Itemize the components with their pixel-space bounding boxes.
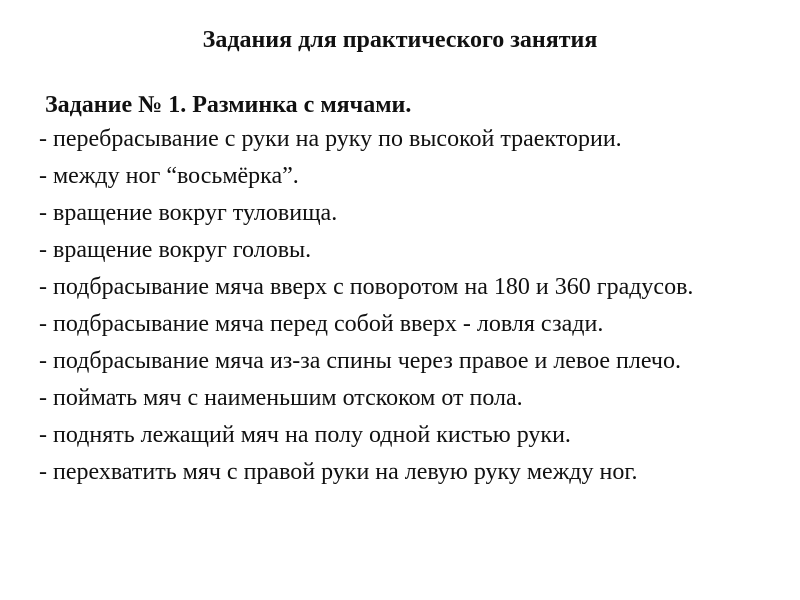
list-item: - вращение вокруг туловища.	[39, 200, 338, 226]
task-heading: Задание № 1. Разминка с мячами.	[45, 92, 412, 118]
page-title: Задания для практического занятия	[202, 27, 598, 53]
list-item: - вращение вокруг головы.	[39, 237, 312, 263]
list-item: - подбрасывание мяча перед собой вверх - ловля сзади.	[39, 311, 604, 337]
list-item: - подбрасывание мяча вверх с поворотом на 180 и 360 градусов.	[39, 274, 694, 300]
list-item: - перебрасывание с руки на руку по высокой траектории.	[39, 126, 622, 152]
task-list	[39, 126, 779, 485]
list-item: - поднять лежащий мяч на полу одной кистью руки.	[39, 422, 571, 448]
list-item: - между ног “восьмёрка”.	[39, 163, 299, 189]
list-item: - поймать мяч с наименьшим отскоком от пола.	[39, 385, 523, 411]
list-item: - подбрасывание мяча из-за спины через правое и левое плечо.	[39, 348, 681, 374]
list-item: - перехватить мяч с правой руки на левую руку между ног.	[39, 459, 638, 485]
task-content	[39, 90, 779, 496]
